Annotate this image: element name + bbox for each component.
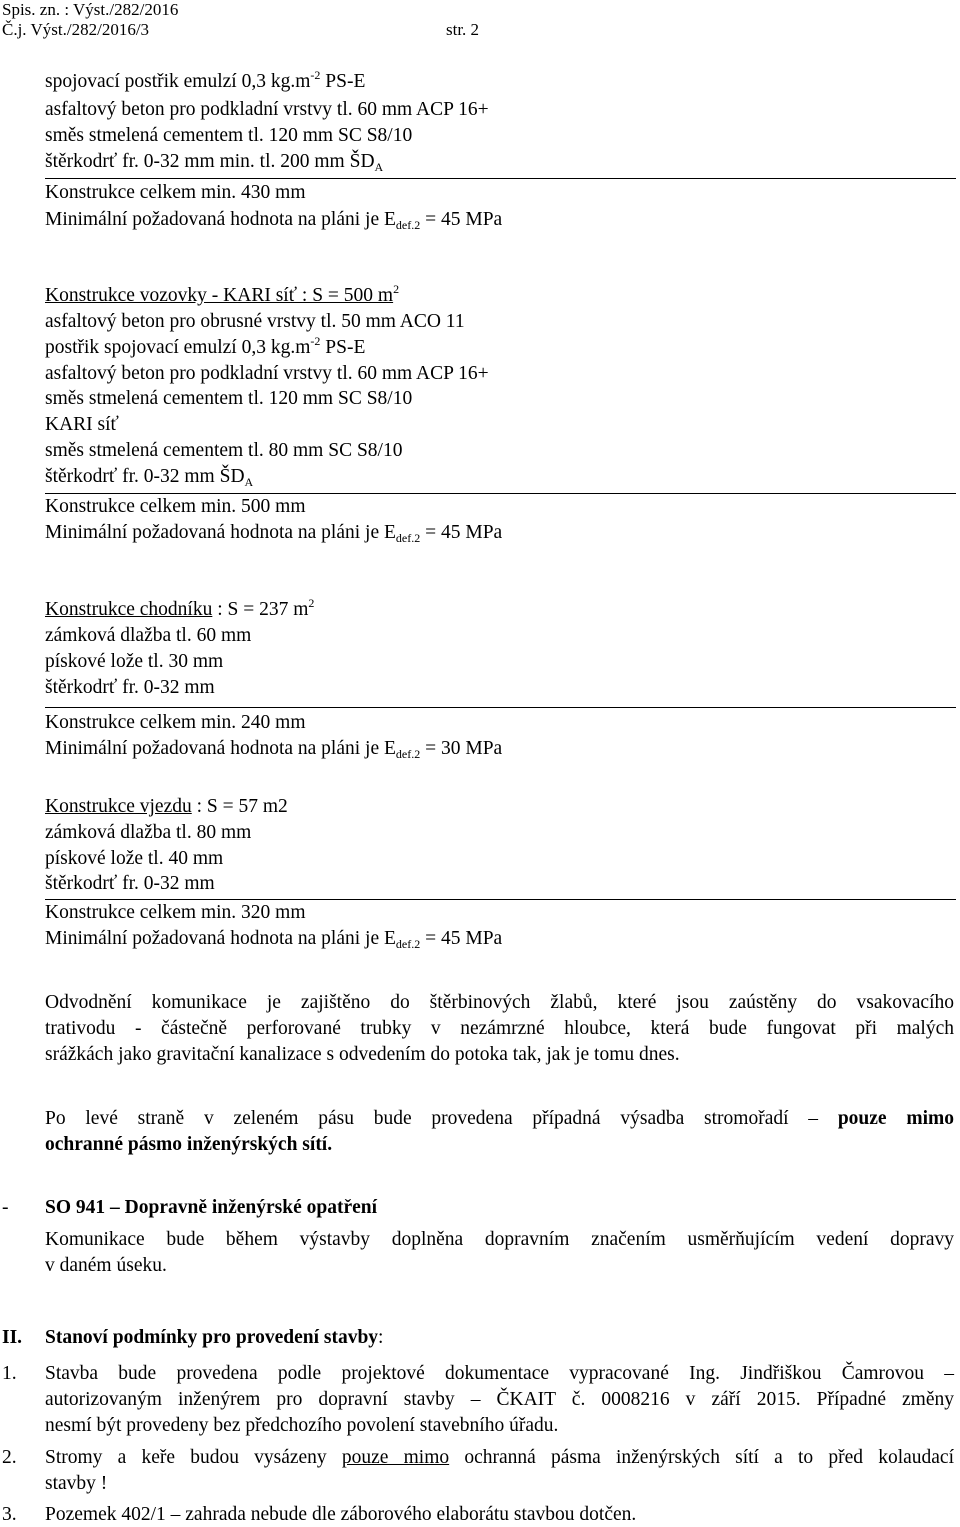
- min-text: Minimální požadovaná hodnota na pláni je E: [45, 522, 396, 543]
- paragraph-line: [45, 1107, 954, 1131]
- title-text: : S = 237 m: [212, 599, 309, 620]
- paragraph-line: ochranné pásmo inženýrských sítí.: [45, 1134, 333, 1155]
- layer-text: štěrkodrť fr. 0-32 mm min. tl. 200 mm ŠD: [45, 151, 375, 172]
- paragraph-line: Odvodnění komunikace je zajištěno do štěrbinových žlabů, které jsou zaústěny do vsakovacího: [45, 992, 954, 1013]
- paragraph-line: Komunikace bude během výstavby doplněna dopravním značením usměrňujícím vedení dopravy: [45, 1229, 954, 1250]
- paragraph-text: Stromy a keře budou vysázeny: [45, 1447, 342, 1468]
- divider-line: [45, 493, 956, 494]
- minimum-value: [45, 208, 502, 232]
- title-text: :: [378, 1327, 384, 1348]
- paragraph-line: trativodu - částečně perforované trubky v nezámrzné hloubce, která bude fungovat při malých: [45, 1018, 954, 1039]
- layer-line: směs stmelená cementem tl. 120 mm SC S8/10: [45, 388, 413, 409]
- section-title: SO 941 – Dopravně inženýrské opatření: [45, 1197, 378, 1218]
- title-text: Konstrukce vjezdu: [45, 796, 192, 817]
- title-text: Konstrukce chodníku: [45, 599, 213, 620]
- subscript: def.2: [395, 937, 421, 951]
- paragraph-line: srážkách jako gravitační kanalizace s odvedením do potoka tak, jak je tomu dnes.: [45, 1044, 680, 1065]
- construction-total: Konstrukce celkem min. 320 mm: [45, 902, 306, 923]
- min-text: = 45 MPa: [420, 928, 503, 949]
- layer-text: PS-E: [320, 71, 366, 92]
- layer-line: štěrkodrť fr. 0-32 mm: [45, 677, 215, 698]
- layer-text: štěrkodrť fr. 0-32 mm ŠD: [45, 466, 245, 487]
- layer-text: postřik spojovací emulzí 0,3 kg.m: [45, 337, 311, 358]
- min-text: = 45 MPa: [420, 209, 503, 230]
- construction-title: [45, 795, 288, 819]
- layer-text: PS-E: [320, 337, 366, 358]
- page-number: str. 2: [446, 20, 480, 39]
- emphasis-text: pouze mimo: [837, 1108, 954, 1129]
- layer-line: [45, 465, 253, 489]
- paragraph-line: stavby !: [45, 1473, 108, 1494]
- layer-line: štěrkodrť fr. 0-32 mm: [45, 873, 215, 894]
- divider-line: [45, 899, 956, 900]
- list-dash: -: [2, 1197, 9, 1218]
- layer-line: pískové lože tl. 30 mm: [45, 651, 224, 672]
- condition-number: 3.: [2, 1504, 17, 1525]
- layer-line: pískové lože tl. 40 mm: [45, 848, 224, 869]
- layer-line: asfaltový beton pro obrusné vrstvy tl. 50 mm ACO 11: [45, 311, 465, 332]
- subscript: A: [374, 160, 384, 174]
- layer-line: směs stmelená cementem tl. 120 mm SC S8/10: [45, 125, 413, 146]
- paragraph-line: Stavba bude provedena podle projektové dokumentace vypracované Ing. Jindřiškou Čamrovou –: [45, 1363, 954, 1384]
- construction-title: [45, 284, 399, 308]
- construction-total: Konstrukce celkem min. 430 mm: [45, 182, 306, 203]
- paragraph-line: autorizovaným inženýrem pro dopravní stavby – ČKAIT č. 0008216 v září 2015. Případné změny: [45, 1389, 954, 1410]
- minimum-value: [45, 737, 502, 761]
- min-text: Minimální požadovaná hodnota na pláni je E: [45, 209, 396, 230]
- paragraph-text: Po levé straně v zeleném pásu bude provedena případná výsadba stromořadí –: [45, 1108, 838, 1129]
- paragraph-line: [45, 1446, 954, 1470]
- superscript: -2: [310, 68, 321, 82]
- min-text: = 45 MPa: [420, 522, 503, 543]
- subscript: A: [244, 475, 254, 489]
- document-reference: Č.j. Výst./282/2016/3: [2, 20, 150, 39]
- layer-line: [45, 70, 365, 94]
- section-title: [45, 1326, 383, 1350]
- subscript: def.2: [395, 218, 421, 232]
- title-text: : S = 57 m2: [191, 796, 288, 817]
- construction-title: [45, 598, 314, 622]
- divider-line: [45, 178, 956, 179]
- layer-line: asfaltový beton pro podkladní vrstvy tl. 60 mm ACP 16+: [45, 99, 489, 120]
- file-reference: Spis. zn. : Výst./282/2016: [2, 0, 179, 19]
- min-text: Minimální požadovaná hodnota na pláni je E: [45, 928, 396, 949]
- layer-line: asfaltový beton pro podkladní vrstvy tl. 60 mm ACP 16+: [45, 363, 489, 384]
- subscript: def.2: [395, 531, 421, 545]
- superscript: 2: [308, 596, 315, 610]
- condition-number: 1.: [2, 1363, 17, 1384]
- paragraph-line: Pozemek 402/1 – zahrada nebude dle záborového elaborátu stavbou dotčen.: [45, 1504, 637, 1525]
- layer-line: [45, 336, 365, 360]
- paragraph-line: v daném úseku.: [45, 1255, 167, 1276]
- paragraph-text: ochranná pásma inženýrských sítí a to před kolaudací: [449, 1447, 954, 1468]
- min-text: Minimální požadovaná hodnota na pláni je E: [45, 738, 396, 759]
- divider-line: [45, 707, 956, 708]
- layer-line: zámková dlažba tl. 60 mm: [45, 625, 252, 646]
- layer-line: zámková dlažba tl. 80 mm: [45, 822, 252, 843]
- layer-line: [45, 150, 383, 174]
- underlined-text: pouze mimo: [341, 1447, 450, 1468]
- condition-number: 2.: [2, 1447, 17, 1468]
- superscript: -2: [310, 334, 321, 348]
- layer-line: směs stmelená cementem tl. 80 mm SC S8/10: [45, 440, 403, 461]
- construction-total: Konstrukce celkem min. 500 mm: [45, 496, 306, 517]
- construction-total: Konstrukce celkem min. 240 mm: [45, 712, 306, 733]
- subscript: def.2: [395, 747, 421, 761]
- title-text: Konstrukce vozovky - KARI síť : S = 500 m: [45, 285, 394, 306]
- title-text: Stanoví podmínky pro provedení stavby: [45, 1327, 379, 1348]
- layer-line: KARI síť: [45, 414, 119, 435]
- layer-text: spojovací postřik emulzí 0,3 kg.m: [45, 71, 311, 92]
- superscript: 2: [393, 282, 400, 296]
- min-text: = 30 MPa: [420, 738, 503, 759]
- paragraph-line: nesmí být provedeny bez předchozího povolení stavebního úřadu.: [45, 1415, 559, 1436]
- minimum-value: [45, 927, 502, 951]
- section-number: II.: [2, 1327, 23, 1348]
- minimum-value: [45, 521, 502, 545]
